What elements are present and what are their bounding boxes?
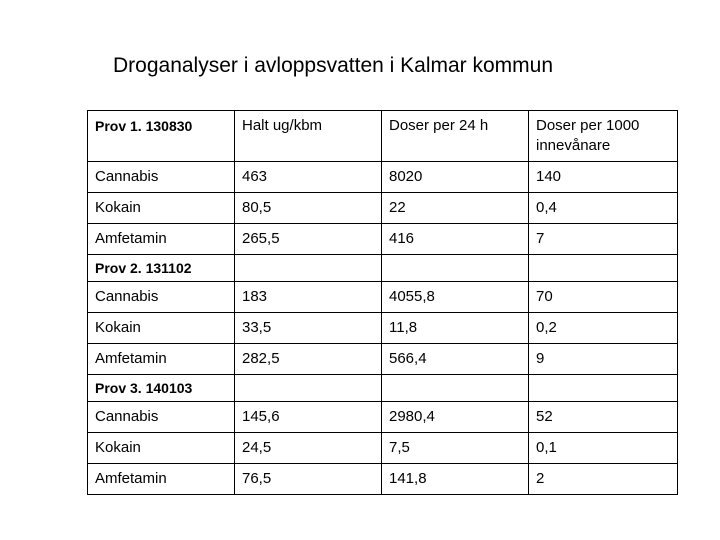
drug-name: Cannabis: [88, 162, 235, 193]
drug-name: Cannabis: [88, 282, 235, 313]
table-row: [88, 193, 678, 224]
doser-24h-value: 11,8: [382, 313, 529, 344]
empty-cell: [529, 375, 678, 402]
doser-24h-value: 22: [382, 193, 529, 224]
header-doser-1000: Doser per 1000 innevånare: [529, 111, 678, 162]
table-row: [88, 402, 678, 433]
doser-1000-value: 0,4: [529, 193, 678, 224]
drug-analysis-table: [87, 110, 678, 495]
empty-cell: [529, 255, 678, 282]
doser-1000-value: 140: [529, 162, 678, 193]
drug-name: Kokain: [88, 193, 235, 224]
doser-24h-value: 416: [382, 224, 529, 255]
table-row: [88, 162, 678, 193]
doser-1000-value: 0,1: [529, 433, 678, 464]
drug-name: Amfetamin: [88, 344, 235, 375]
page-title: Droganalyser i avloppsvatten i Kalmar kommun: [113, 54, 554, 77]
halt-value: 282,5: [235, 344, 382, 375]
doser-24h-value: 4055,8: [382, 282, 529, 313]
drug-name: Cannabis: [88, 402, 235, 433]
table-row: [88, 282, 678, 313]
sample-group-row: [88, 255, 678, 282]
doser-24h-value: 141,8: [382, 464, 529, 495]
halt-value: 145,6: [235, 402, 382, 433]
doser-1000-value: 70: [529, 282, 678, 313]
doser-24h-value: 2980,4: [382, 402, 529, 433]
halt-value: 80,5: [235, 193, 382, 224]
doser-1000-value: 2: [529, 464, 678, 495]
halt-value: 33,5: [235, 313, 382, 344]
halt-value: 183: [235, 282, 382, 313]
halt-value: 265,5: [235, 224, 382, 255]
table-row: [88, 313, 678, 344]
sample-2-label: Prov 2. 131102: [88, 255, 235, 282]
drug-name: Kokain: [88, 433, 235, 464]
table-row: [88, 344, 678, 375]
drug-name: Amfetamin: [88, 464, 235, 495]
halt-value: 24,5: [235, 433, 382, 464]
doser-24h-value: 8020: [382, 162, 529, 193]
empty-cell: [235, 375, 382, 402]
halt-value: 76,5: [235, 464, 382, 495]
doser-24h-value: 566,4: [382, 344, 529, 375]
table-header-row: [88, 111, 678, 162]
doser-1000-value: 0,2: [529, 313, 678, 344]
empty-cell: [235, 255, 382, 282]
empty-cell: [382, 375, 529, 402]
drug-name: Kokain: [88, 313, 235, 344]
halt-value: 463: [235, 162, 382, 193]
sample-group-row: [88, 375, 678, 402]
table-row: [88, 224, 678, 255]
header-doser-24h: Doser per 24 h: [382, 111, 529, 162]
drug-name: Amfetamin: [88, 224, 235, 255]
empty-cell: [382, 255, 529, 282]
doser-1000-value: 52: [529, 402, 678, 433]
table-row: [88, 433, 678, 464]
table-row: [88, 464, 678, 495]
sample-1-label: Prov 1. 130830: [88, 111, 235, 162]
doser-1000-value: 9: [529, 344, 678, 375]
doser-24h-value: 7,5: [382, 433, 529, 464]
header-halt: Halt ug/kbm: [235, 111, 382, 162]
doser-1000-value: 7: [529, 224, 678, 255]
sample-3-label: Prov 3. 140103: [88, 375, 235, 402]
